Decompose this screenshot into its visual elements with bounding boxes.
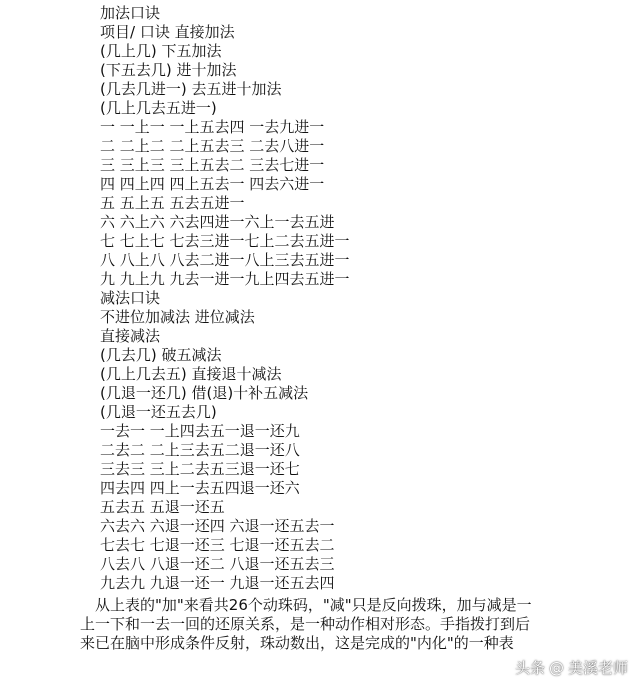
text-line: 三去三 三上二去五三退一还七 <box>100 460 300 478</box>
paragraph-line: 来已在脑中形成条件反射，珠动数出，这是完成的"内化"的一种表 <box>80 634 514 652</box>
text-line: (下五去几) 进十加法 <box>100 61 237 79</box>
text-line: (几上几) 下五加法 <box>100 42 222 60</box>
text-line: (几上几去五) 直接退十减法 <box>100 365 282 383</box>
text-line: 一 一上一 一上五去四 一去九进一 <box>100 118 325 136</box>
text-line: 不进位加减法 进位减法 <box>100 308 255 326</box>
text-line: 二去二 二上三去五二退一还八 <box>100 441 300 459</box>
text-line: 八 八上八 八去二进一八上三去五进一 <box>100 251 350 269</box>
text-line: 六 六上六 六去四进一六上一去五进 <box>100 213 335 231</box>
text-line: 九 九上九 九去一进一九上四去五进一 <box>100 270 350 288</box>
paragraph-line: 上一下和一去一回的还原关系，是一种动作相对形态。手指拨打到后 <box>80 615 531 633</box>
text-line: 七 七上七 七去三进一七上二去五进一 <box>100 232 350 250</box>
text-line: 八去八 八退一还二 八退一还五去三 <box>100 555 335 573</box>
text-line: 六去六 六退一还四 六退一还五去一 <box>100 517 335 535</box>
text-line: (几退一还几) 借(退)十补五减法 <box>100 384 309 402</box>
text-line: (几去几进一) 去五进十加法 <box>100 80 282 98</box>
text-line: 三 三上三 三上五去二 三去七进一 <box>100 156 325 174</box>
text-line: 加法口诀 <box>100 4 161 22</box>
text-line: 四 四上四 四上五去一 四去六进一 <box>100 175 325 193</box>
text-line: 直接减法 <box>100 327 161 345</box>
text-line: 四去四 四上一去五四退一还六 <box>100 479 300 497</box>
watermark-separator: @ <box>548 658 564 677</box>
paragraph-line: 从上表的"加"来看共26个动珠码，"减"只是反向拨珠，加与减是一 <box>80 596 532 614</box>
text-line: 一去一 一上四去五一退一还九 <box>100 422 300 440</box>
text-line: 减法口诀 <box>100 289 161 307</box>
text-line: (几退一还五去几) <box>100 403 217 421</box>
text-line: 九去九 九退一还一 九退一还五去四 <box>100 574 335 592</box>
text-line: 五 五上五 五去五进一 <box>100 194 245 212</box>
text-line: 七去七 七退一还三 七退一还五去二 <box>100 536 335 554</box>
text-line: 项目/ 口诀 直接加法 <box>100 23 235 41</box>
text-line: 五去五 五退一还五 <box>100 498 225 516</box>
watermark-source: 头条 <box>514 659 545 677</box>
text-line: (几上几去五进一) <box>100 99 217 117</box>
text-line: (几去几) 破五减法 <box>100 346 222 364</box>
text-line: 二 二上二 二上五去三 二去八进一 <box>100 137 325 155</box>
watermark <box>515 657 628 678</box>
watermark-author: 美溪老师 <box>567 659 628 677</box>
